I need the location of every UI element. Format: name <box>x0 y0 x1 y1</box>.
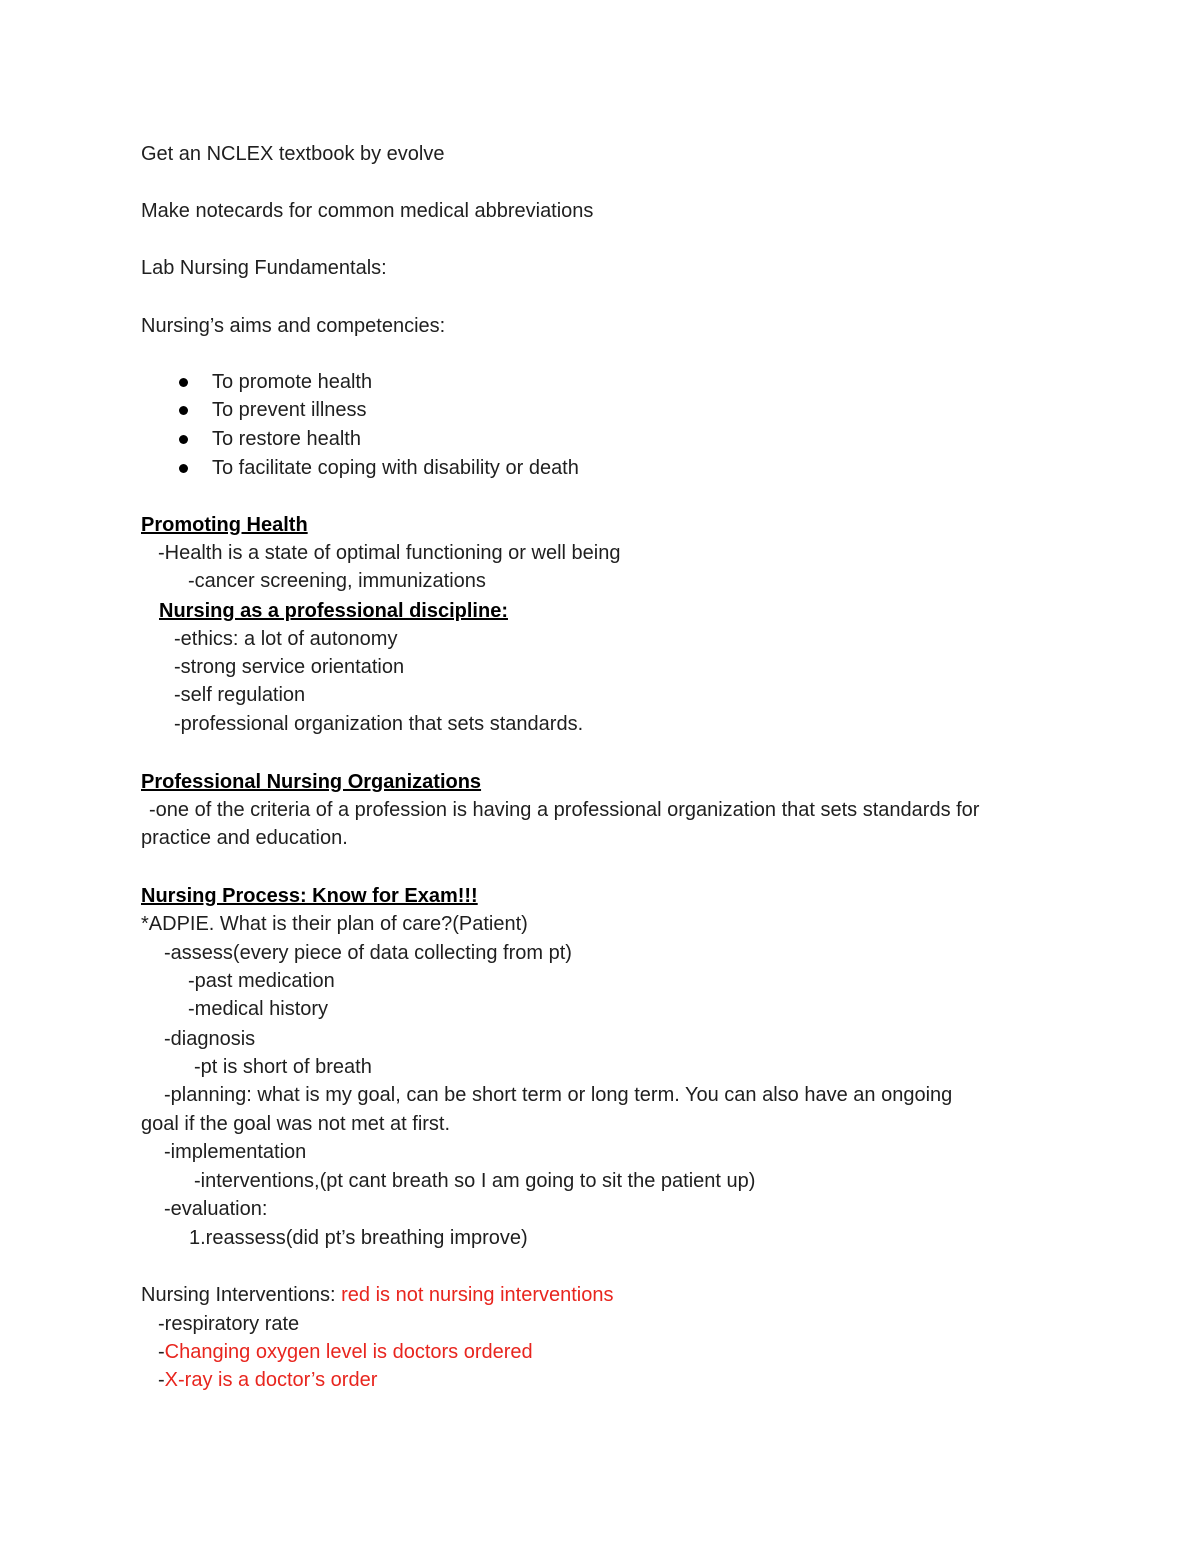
note-line: -implementation <box>164 1141 307 1163</box>
bullet-item <box>141 368 1041 396</box>
red-note: Changing oxygen level is doctors ordered <box>164 1341 533 1363</box>
note-line: -evaluation: <box>164 1198 268 1220</box>
note-line <box>158 1366 377 1394</box>
bullet-icon <box>179 378 188 387</box>
note-line: -assess(every piece of data collecting from pt) <box>164 942 572 964</box>
note-line: -past medication <box>188 970 335 992</box>
note-line: *ADPIE. What is their plan of care?(Patient) <box>141 913 528 935</box>
section-heading: Promoting Health <box>141 514 308 536</box>
dash: - <box>158 1369 165 1391</box>
note-line: practice and education. <box>141 827 348 849</box>
note-text: -Health is a state of optimal functioning or well being <box>158 542 621 564</box>
note-line: -strong service orientation <box>174 656 405 678</box>
note-line: -planning: what is my goal, can be short term or long term. You can also have an ongoing <box>164 1084 953 1106</box>
note-line: -ethics: a lot of autonomy <box>174 628 398 650</box>
bullet-icon <box>179 435 188 444</box>
note-line: 1.reassess(did pt’s breathing improve) <box>189 1227 528 1249</box>
note-line: -pt is short of breath <box>194 1056 372 1078</box>
note-line: -medical history <box>188 998 329 1020</box>
red-note: X-ray is a doctor’s order <box>164 1369 378 1391</box>
note-line: Make notecards for common medical abbreviations <box>141 200 594 222</box>
note-line: Get an NCLEX textbook by evolve <box>141 143 445 165</box>
note-line: -interventions,(pt cant breath so I am going to sit the patient up) <box>194 1170 756 1192</box>
bullet-text: To prevent illness <box>212 399 367 421</box>
note-line: -cancer screening, immunizations <box>188 570 486 592</box>
bullet-text: To facilitate coping with disability or death <box>212 457 579 479</box>
note-line <box>141 1281 613 1309</box>
interventions-label: Nursing Interventions: <box>141 1284 342 1306</box>
bullet-icon <box>179 464 188 473</box>
note-line <box>141 539 1041 567</box>
bullet-item <box>141 425 1041 453</box>
note-line <box>158 1338 533 1366</box>
note-line: -diagnosis <box>164 1028 256 1050</box>
note-line: goal if the goal was not met at first. <box>141 1113 451 1135</box>
note-line: -one of the criteria of a profession is having a professional organization that sets standards for <box>149 799 980 821</box>
note-line: -professional organization that sets standards. <box>174 713 584 735</box>
section-heading: Nursing as a professional discipline: <box>159 600 508 622</box>
note-line: Nursing’s aims and competencies: <box>141 315 446 337</box>
section-heading: Professional Nursing Organizations <box>141 771 482 793</box>
section-heading: Nursing Process: Know for Exam!!! <box>141 885 478 907</box>
red-note: red is not nursing interventions <box>341 1284 614 1306</box>
bullet-item <box>141 396 1041 424</box>
note-line: -respiratory rate <box>158 1313 300 1335</box>
note-line: -self regulation <box>174 684 306 706</box>
note-line: Lab Nursing Fundamentals: <box>141 257 387 279</box>
dash: - <box>158 1341 165 1363</box>
bullet-item <box>141 454 1041 482</box>
bullet-icon <box>179 406 188 415</box>
bullet-text: To promote health <box>212 371 373 393</box>
bullet-text: To restore health <box>212 428 361 450</box>
